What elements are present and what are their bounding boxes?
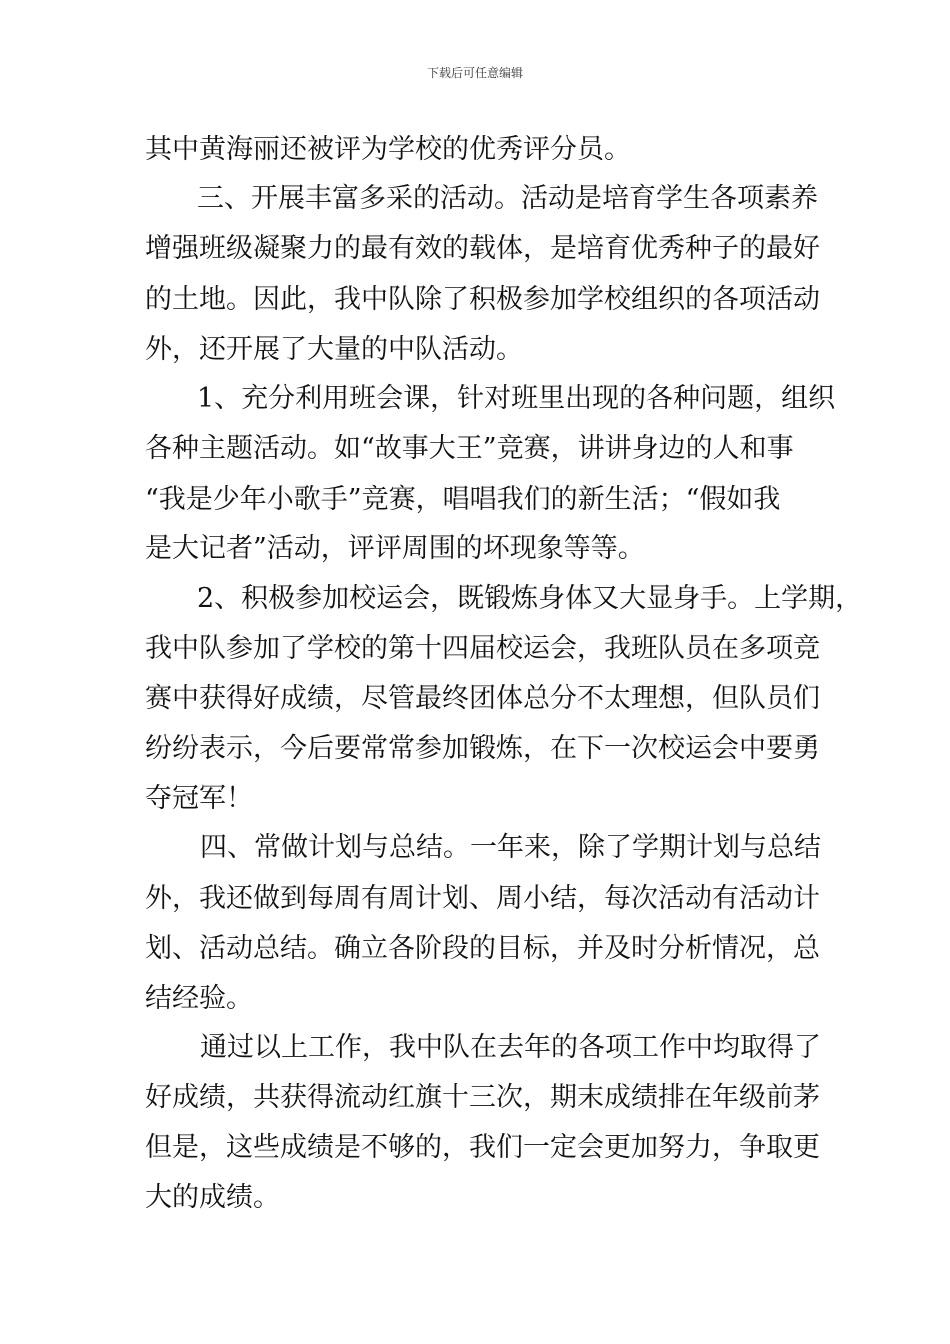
text-line: 四、常做计划与总结。一年来，除了学期计划与总结	[200, 832, 821, 863]
text-line: 外，我还做到每周有周计划、周小结，每次活动有活动计	[145, 883, 820, 914]
text-line: 夺冠军！	[145, 783, 253, 814]
text-line: “我是少年小歌手”竞赛，唱唱我们的新生活；“假如我	[145, 484, 781, 515]
text-line: 外，还开展了大量的中队活动。	[145, 334, 523, 365]
text-line: 结经验。	[145, 983, 253, 1014]
text-line: 其中黄海丽还被评为学校的优秀评分员。	[145, 134, 631, 165]
page-header: 下载后可任意编辑	[426, 66, 523, 80]
text-line: 纷纷表示，今后要常常参加锻炼，在下一次校运会中要勇	[145, 733, 820, 764]
text-line: 但是，这些成绩是不够的，我们一定会更加努力，争取更	[145, 1132, 820, 1163]
text-line: 各种主题活动。如“故事大王”竞赛，讲讲身边的人和事	[145, 433, 794, 464]
text-line: 划、活动总结。确立各阶段的目标，并及时分析情况，总	[145, 933, 820, 964]
text-line: 2、积极参加校运会，既锻炼身体又大显身手。上学期，	[197, 583, 863, 614]
text-line: 的土地。因此，我中队除了积极参加学校组织的各项活动	[145, 284, 820, 315]
text-line: 好成绩，共获得流动红旗十三次，期末成绩排在年级前茅	[145, 1082, 820, 1113]
text-line: 大的成绩。	[145, 1182, 280, 1213]
text-line: 是大记者”活动，评评周围的坏现象等等。	[145, 533, 645, 564]
text-line: 增强班级凝聚力的最有效的载体，是培育优秀种子的最好	[145, 233, 820, 264]
text-line: 1、充分利用班会课，针对班里出现的各种问题，组织	[197, 383, 836, 414]
text-line: 我中队参加了学校的第十四届校运会，我班队员在多项竞	[145, 633, 820, 664]
text-line: 赛中获得好成绩，尽管最终团体总分不太理想，但队员们	[145, 683, 820, 714]
text-line: 通过以上工作，我中队在去年的各项工作中均取得了	[200, 1032, 821, 1063]
text-line: 三、开展丰富多采的活动。活动是培育学生各项素养	[197, 183, 818, 214]
